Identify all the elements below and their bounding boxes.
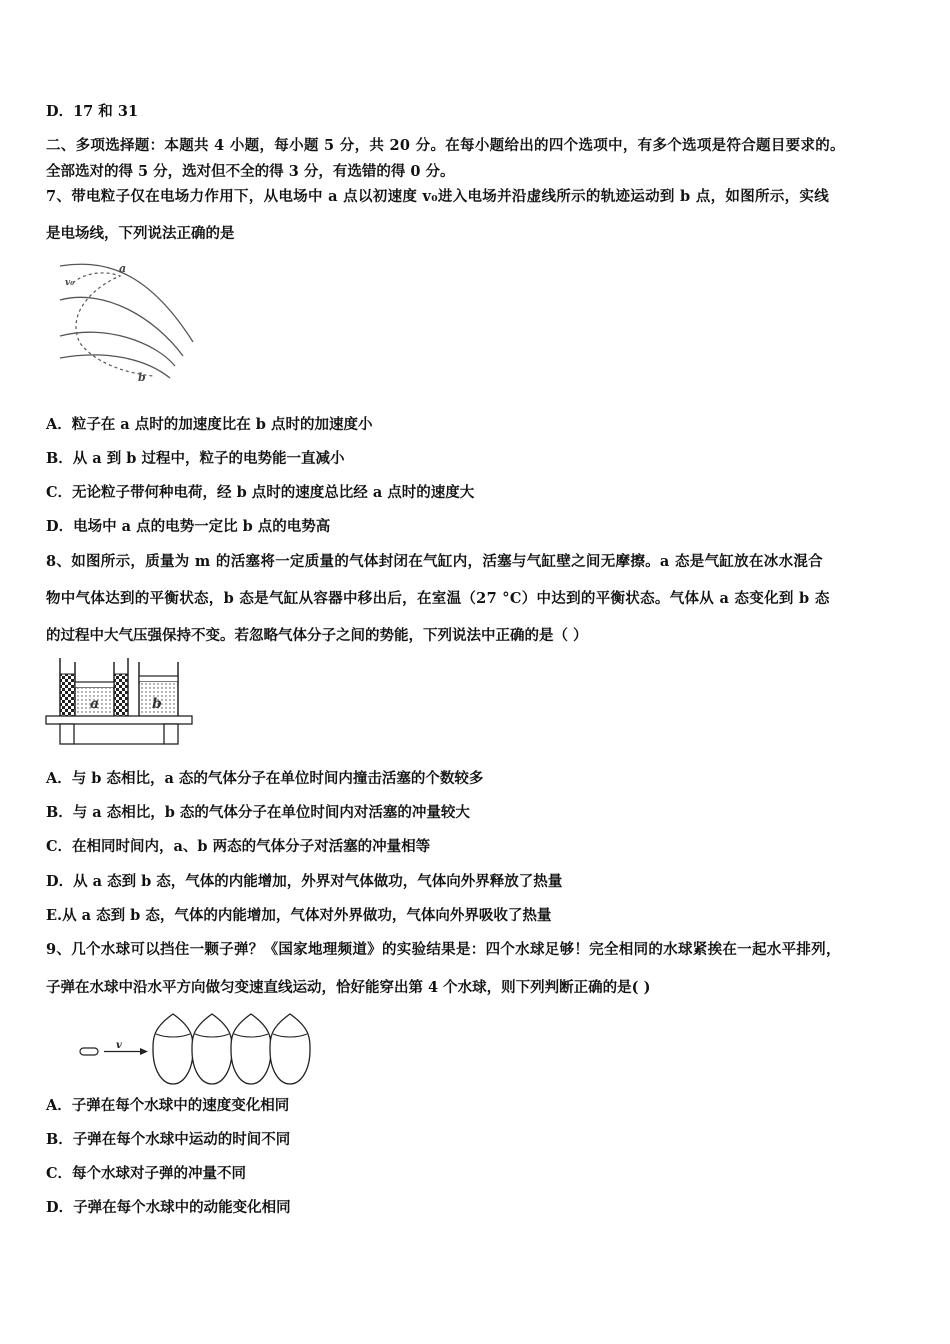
prev-option-d: D．17 和 31 bbox=[46, 103, 139, 120]
q8-option-c: C．在相同时间内，a、b 两态的气体分子对活塞的冲量相等 bbox=[46, 838, 431, 855]
q7-option-b: B．从 a 到 b 过程中，粒子的电势能一直减小 bbox=[46, 450, 345, 467]
section2-scoring: 全部选对的得 5 分，选对但不全的得 3 分，有选错的得 0 分。 bbox=[46, 163, 455, 180]
piston-a bbox=[75, 682, 114, 688]
table-leg-right bbox=[164, 724, 178, 744]
field-line-3 bbox=[60, 332, 175, 366]
water-ball-2 bbox=[192, 1014, 232, 1084]
bullet bbox=[80, 1048, 98, 1055]
q7-stem-line2: 是电场线，下列说法正确的是 bbox=[46, 225, 235, 242]
table-leg-left bbox=[60, 724, 74, 744]
trajectory-dashed bbox=[73, 273, 153, 376]
label-b: b bbox=[138, 371, 146, 384]
q9-stem-line1: 9、几个水球可以挡住一颗子弹？《国家地理频道》的实验结果是：四个水球足够！完全相同的水球紧挨在一起水平排列， bbox=[46, 941, 841, 958]
q7-field-figure bbox=[55, 258, 200, 386]
q9-option-c: C．每个水球对子弹的冲量不同 bbox=[46, 1165, 247, 1182]
q8-stem-line2: 物中气体达到的平衡状态，b 态是气缸从容器中移出后，在室温（27 °C）中达到的平衡状态。气体从 a 态变化到 b 态 bbox=[46, 590, 830, 607]
section2-header: 二、多项选择题：本题共 4 小题，每小题 5 分，共 20 分。在每小题给出的四个选项中，有多个选项是符合题目要求的。 bbox=[46, 137, 845, 154]
q7-option-c: C．无论粒子带何种电荷，经 b 点时的速度总比经 a 点时的速度大 bbox=[46, 484, 475, 501]
water-ball-1 bbox=[153, 1014, 193, 1084]
q9-option-d: D．子弹在每个水球中的动能变化相同 bbox=[46, 1199, 291, 1216]
label-b: b bbox=[152, 696, 162, 712]
ice-water-right bbox=[114, 674, 128, 716]
q8-option-a: A．与 b 态相比，a 态的气体分子在单位时间内撞击活塞的个数较多 bbox=[46, 770, 484, 787]
q9-option-a: A．子弹在每个水球中的速度变化相同 bbox=[46, 1097, 290, 1114]
label-v0: v₀ bbox=[65, 278, 75, 288]
q7-option-a: A．粒子在 a 点时的加速度比在 b 点时的加速度小 bbox=[46, 416, 373, 433]
water-ball-3 bbox=[231, 1014, 271, 1084]
q8-option-b: B．与 a 态相比，b 态的气体分子在单位时间内对活塞的冲量较大 bbox=[46, 804, 470, 821]
label-a: a bbox=[119, 262, 127, 275]
q8-option-e: E.从 a 态到 b 态，气体的内能增加，气体对外界做功，气体向外界吸收了热量 bbox=[46, 907, 552, 924]
q8-cylinder-figure bbox=[44, 658, 196, 748]
table-top bbox=[46, 716, 192, 724]
q8-stem-line3: 的过程中大气压强保持不变。若忽略气体分子之间的势能，下列说法中正确的是（ ） bbox=[46, 627, 588, 644]
q7-option-d: D．电场中 a 点的电势一定比 b 点的电势高 bbox=[46, 518, 331, 535]
water-ball-4 bbox=[270, 1014, 310, 1084]
label-a: a bbox=[90, 696, 100, 712]
q9-water-balls-figure bbox=[78, 1008, 318, 1088]
q8-option-d: D．从 a 态到 b 态，气体的内能增加，外界对气体做功，气体向外界释放了热量 bbox=[46, 873, 563, 890]
field-line-1 bbox=[60, 264, 193, 342]
field-line-2 bbox=[60, 297, 183, 356]
q9-option-b: B．子弹在每个水球中运动的时间不同 bbox=[46, 1131, 291, 1148]
q9-stem-line2: 子弹在水球中沿水平方向做匀变速直线运动，恰好能穿出第 4 个水球，则下列判断正确的是( ) bbox=[46, 979, 651, 996]
ice-water-left bbox=[60, 674, 75, 716]
piston-b bbox=[139, 676, 178, 682]
q8-stem-line1: 8、如图所示，质量为 m 的活塞将一定质量的气体封闭在气缸内，活塞与气缸壁之间无摩擦。a 态是气缸放在冰水混合 bbox=[46, 553, 823, 570]
field-line-4 bbox=[60, 355, 170, 378]
q7-stem-line1: 7、带电粒子仅在电场力作用下，从电场中 a 点以初速度 v₀进入电场并沿虚线所示的轨迹运动到 b 点，如图所示，实线 bbox=[46, 188, 830, 205]
label-v: v bbox=[116, 1040, 122, 1051]
